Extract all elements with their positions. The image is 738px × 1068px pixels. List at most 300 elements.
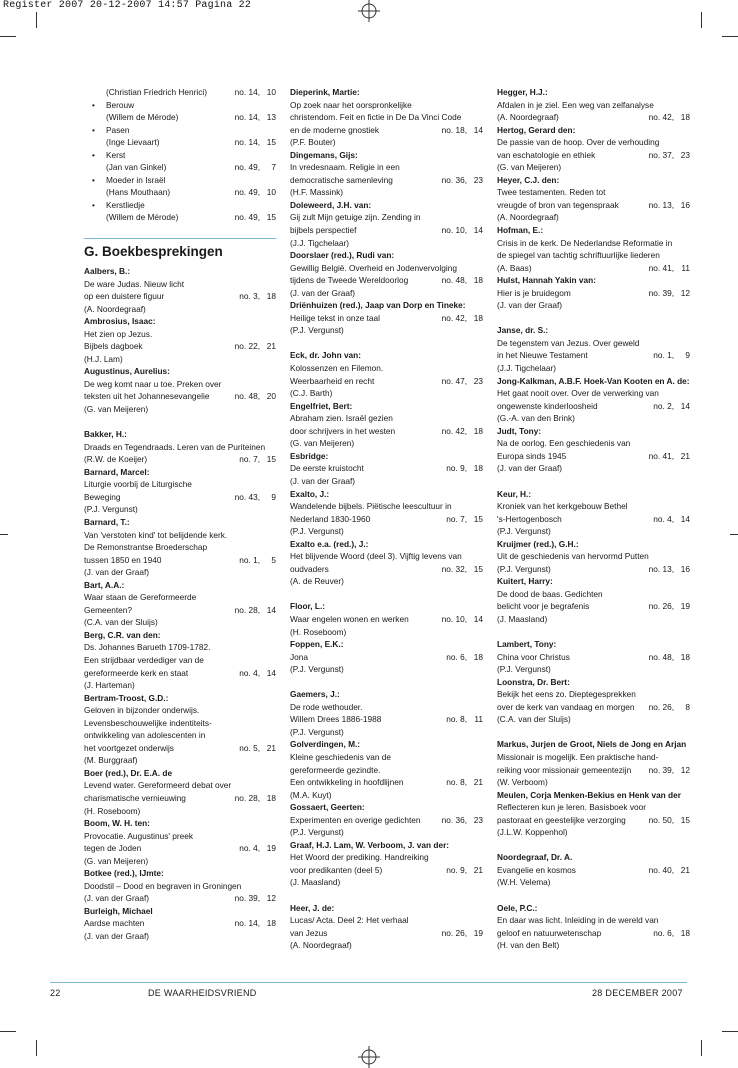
- entry-line: [84, 792, 276, 805]
- line-text: Doodstil – Dood en begraven in Groningen: [84, 880, 242, 891]
- entry-line: [290, 851, 483, 864]
- line-text: Barnard, T.:: [84, 516, 130, 527]
- issue-number: no. 6,: [446, 651, 467, 662]
- page-ref: 23: [473, 375, 483, 386]
- line-text: (J. van der Graaf): [497, 300, 563, 311]
- issue-number: no. 32,: [441, 563, 467, 574]
- entry-line: [290, 425, 483, 438]
- entry-line: [497, 186, 690, 199]
- issue-reference: [239, 742, 276, 755]
- line-text: oudvaders: [290, 563, 329, 574]
- page-ref: 15: [473, 563, 483, 574]
- entry-line: [497, 563, 690, 576]
- entry-line: [497, 914, 690, 927]
- line-text: Botkee (red.), IJmte:: [84, 868, 164, 879]
- line-text: Burleigh, Michael: [84, 905, 153, 916]
- line-text: (H. Roseboom): [84, 805, 141, 816]
- line-text: Bijbels dagboek: [84, 341, 143, 352]
- line-text: (A. Noordegraaf): [290, 940, 352, 951]
- line-text: (Willem de Mérode): [106, 112, 179, 123]
- entry-author: [497, 902, 690, 915]
- entry-line: [290, 626, 483, 639]
- line-text: (J. van der Graaf): [84, 567, 150, 578]
- entry-line: [497, 249, 690, 262]
- entry-line: [497, 349, 690, 362]
- entry-author: [290, 299, 483, 312]
- page-ref: 9: [685, 350, 690, 361]
- line-text: (Jan van Ginkel): [106, 162, 167, 173]
- entry-author: [84, 265, 276, 278]
- line-text: (G. van Meijeren): [290, 438, 355, 449]
- entry-author: [497, 638, 690, 651]
- page-ref: 15: [266, 454, 276, 465]
- line-text: Crisis in de kerk. De Nederlandse Reformatie in: [497, 237, 673, 248]
- entry-line: [497, 262, 690, 275]
- page-ref: 8: [685, 701, 690, 712]
- line-text: Augustinus, Aurelius:: [84, 366, 170, 377]
- list-item: [84, 99, 276, 112]
- issue-reference: [442, 563, 483, 576]
- issue-number: no. 9,: [446, 463, 467, 474]
- issue-reference: [239, 667, 276, 680]
- entry-line: [290, 525, 483, 538]
- issue-reference: [649, 701, 690, 714]
- line-text: Draads en Tegendraads. Leren van de Puriteinen: [84, 441, 266, 452]
- line-text: (P.J. Vergunst): [290, 664, 344, 675]
- line-text: Waar engelen wonen en werken: [290, 613, 409, 624]
- issue-number: no. 26,: [648, 601, 674, 612]
- issue-number: no. 42,: [648, 112, 674, 123]
- line-text: (H. van den Belt): [497, 940, 560, 951]
- issue-number: no. 41,: [648, 262, 674, 273]
- entry-line: [497, 651, 690, 664]
- line-text: Loonstra, Dr. Bert:: [497, 676, 570, 687]
- entry-line: [84, 892, 276, 905]
- issue-number: no. 48,: [441, 275, 467, 286]
- line-text: (J. van der Graaf): [290, 475, 356, 486]
- line-text: Boom, W. H. ten:: [84, 818, 150, 829]
- entry-author: [84, 767, 276, 780]
- line-text: belicht voor je begrafenis: [497, 601, 590, 612]
- page-ref: 11: [681, 262, 690, 273]
- entry-line: [84, 704, 276, 717]
- page-ref: 21: [266, 341, 276, 352]
- entry-line: [290, 324, 483, 337]
- line-text: in het Nieuwe Testament: [497, 350, 588, 361]
- entry-line: [290, 136, 483, 149]
- entry-line: [497, 814, 690, 827]
- issue-reference: [442, 425, 483, 438]
- line-text: Ambrosius, Isaac:: [84, 316, 156, 327]
- issue-reference: [235, 604, 276, 617]
- line-text: (W.H. Velema): [497, 877, 551, 888]
- line-text: Bekijk het eens zo. Dieptegesprekken: [497, 689, 636, 700]
- entry-author: [290, 249, 483, 262]
- line-text: Kolossenzen en Filemon.: [290, 363, 384, 374]
- line-text: De passie van de hoop. Over de verhouding: [497, 137, 660, 148]
- line-text: (C.A. van der Sluijs): [497, 714, 571, 725]
- entry-line: [290, 387, 483, 400]
- line-text: (A. Noordegraaf): [497, 212, 559, 223]
- line-text: In vredesnaam. Religie in een: [290, 162, 400, 173]
- line-text: Provocatie. Augustinus' preek: [84, 830, 194, 841]
- list-item: [84, 199, 276, 212]
- issue-number: no. 41,: [648, 450, 674, 461]
- entry-line: [497, 751, 690, 764]
- entry-line: [84, 290, 276, 303]
- line-text: Meulen, Corja Menken-Bekius en Henk van der: [497, 789, 681, 800]
- entry-line: [84, 136, 276, 149]
- line-text: (G. van Meijeren): [84, 855, 149, 866]
- page-ref: 21: [473, 864, 483, 875]
- issue-number: no. 43,: [234, 491, 260, 502]
- issue-reference: [649, 600, 690, 613]
- entry-line: [84, 340, 276, 353]
- footer-rule: [50, 982, 687, 983]
- issue-reference: [235, 86, 276, 99]
- entry-line: [497, 801, 690, 814]
- issue-number: no. 48,: [648, 651, 674, 662]
- issue-number: no. 28,: [234, 792, 260, 803]
- line-text: (A. de Reuver): [290, 576, 344, 587]
- line-text: (J. van der Graaf): [84, 893, 150, 904]
- entry-line: [84, 604, 276, 617]
- review-list-3: [497, 86, 690, 952]
- issue-reference: [235, 186, 276, 199]
- line-text: Beweging: [84, 491, 121, 502]
- issue-number: no. 37,: [648, 149, 674, 160]
- line-text: Gij zult Mijn getuige zijn. Zending in: [290, 212, 421, 223]
- entry-line: [290, 412, 483, 425]
- entry-author: [84, 629, 276, 642]
- issue-reference: [649, 262, 690, 275]
- issue-reference: [446, 864, 483, 877]
- issue-reference: [235, 491, 276, 504]
- entry-line: [497, 299, 690, 312]
- line-text: van eschatologie en ethiek: [497, 149, 596, 160]
- entry-line: [497, 337, 690, 350]
- page-ref: 18: [266, 291, 276, 302]
- entry-line: [84, 491, 276, 504]
- line-text: Pasen: [106, 124, 130, 135]
- line-text: pastoraat en geestelijke verzorging: [497, 814, 626, 825]
- line-text: Janse, dr. S.:: [497, 325, 549, 336]
- line-text: Gossaert, Geerten:: [290, 802, 365, 813]
- spacer: [497, 626, 690, 639]
- entry-line: [290, 613, 483, 626]
- line-text: door schrijvers in het westen: [290, 425, 396, 436]
- issue-reference: [235, 111, 276, 124]
- issue-number: no. 39,: [648, 287, 674, 298]
- line-text: De rode wethouder.: [290, 701, 363, 712]
- issue-number: no. 4,: [239, 667, 260, 678]
- line-text: (G. van Meijeren): [497, 162, 562, 173]
- issue-reference: [442, 613, 483, 626]
- line-text: het voortgezet onderwijs: [84, 742, 174, 753]
- line-text: (J. van der Graaf): [84, 931, 150, 941]
- line-text: (Christian Friedrich Henrici): [106, 87, 207, 97]
- entry-line: [497, 199, 690, 212]
- entry-line: [497, 688, 690, 701]
- line-text: (A. Baas): [497, 262, 532, 273]
- issue-reference: [235, 340, 276, 353]
- issue-number: no. 8,: [446, 777, 467, 788]
- line-text: christendom. Feit en fictie in De Da Vinci Code: [290, 112, 462, 123]
- page-ref: 18: [473, 651, 483, 662]
- entry-line: [290, 563, 483, 576]
- issue-number: no. 5,: [239, 742, 260, 753]
- line-text: (P.J. Vergunst): [84, 504, 138, 515]
- entry-line: [497, 600, 690, 613]
- line-text: 's-Hertogenbosch: [497, 513, 562, 524]
- line-text: Gemeenten?: [84, 604, 132, 615]
- line-text: tegen de Joden: [84, 843, 142, 854]
- entry-author: [497, 174, 690, 187]
- line-text: (Inge Lievaart): [106, 137, 160, 148]
- line-text: De ware Judas. Nieuw licht: [84, 278, 185, 289]
- spacer: [497, 839, 690, 852]
- line-text: van Jezus: [290, 927, 328, 938]
- line-text: Op zoek naar het oorspronkelijke: [290, 99, 412, 110]
- line-text: en de moderne gnostiek: [290, 124, 380, 135]
- page-ref: 14: [680, 400, 690, 411]
- entry-line: [290, 864, 483, 877]
- line-text: Heilige tekst in onze taal: [290, 312, 380, 323]
- line-text: Na de oorlog. Een geschiedenis van: [497, 438, 631, 449]
- entry-line: [290, 475, 483, 488]
- review-list-1: [84, 265, 276, 943]
- line-text: (P.J. Vergunst): [290, 526, 344, 537]
- line-text: (W. Verboom): [497, 777, 548, 788]
- page-ref: 18: [680, 112, 690, 123]
- issue-number: no. 14,: [234, 137, 260, 148]
- entry-line: [84, 654, 276, 667]
- line-text: ontwikkeling van adolescenten in: [84, 730, 206, 741]
- line-text: (J. van der Graaf): [497, 463, 563, 474]
- entry-line: [290, 312, 483, 325]
- entry-author: [497, 375, 690, 388]
- entry-line: [84, 830, 276, 843]
- issue-number: no. 48,: [234, 391, 260, 402]
- line-text: Hertog, Gerard den:: [497, 124, 576, 135]
- line-text: Oele, P.C.:: [497, 902, 538, 913]
- entry-line: [497, 500, 690, 513]
- section-heading: [84, 238, 276, 261]
- entry-line: [497, 211, 690, 224]
- poem-list: [84, 86, 276, 224]
- list-item: [84, 174, 276, 187]
- printer-slug: Register 2007 20-12-2007 14:57 Pagina 22: [3, 0, 252, 11]
- entry-line: [290, 701, 483, 714]
- issue-number: no. 26,: [441, 927, 467, 938]
- entry-line: [290, 111, 483, 124]
- entry-line: [290, 927, 483, 940]
- issue-number: no. 36,: [441, 814, 467, 825]
- entry-author: [290, 688, 483, 701]
- page-ref: 10: [266, 87, 276, 97]
- entry-author: [84, 516, 276, 529]
- issue-reference: [235, 211, 276, 224]
- entry-author: [290, 839, 483, 852]
- line-text: geloof en natuurwetenschap: [497, 927, 602, 938]
- entry-line: [290, 513, 483, 526]
- entry-line: [290, 764, 483, 777]
- issue-date: 28 DECEMBER 2007: [592, 988, 683, 998]
- entry-line: [497, 776, 690, 789]
- line-text: ongewenste kinderloosheid: [497, 400, 598, 411]
- entry-line: [84, 917, 276, 930]
- line-text: Het blijvende Woord (deel 3). Vijftig levens van: [290, 551, 462, 562]
- line-text: (M.A. Kuyt): [290, 789, 332, 800]
- line-text: Moeder in Israël: [106, 174, 166, 185]
- line-text: vreugde of bron van tegenspraak: [497, 199, 619, 210]
- entry-line: [497, 462, 690, 475]
- issue-reference: [235, 390, 276, 403]
- line-text: Dieperink, Martie:: [290, 87, 360, 97]
- line-text: Kuitert, Harry:: [497, 576, 553, 587]
- issue-number: no. 49,: [234, 162, 260, 173]
- issue-reference: [235, 917, 276, 930]
- line-text: (P.J. Vergunst): [290, 827, 344, 838]
- entry-line: [290, 362, 483, 375]
- entry-line: [290, 939, 483, 952]
- issue-reference: [446, 713, 483, 726]
- line-text: Hegger, H.J.:: [497, 87, 548, 97]
- line-text: (H.J. Lam): [84, 353, 123, 364]
- issue-number: no. 4,: [653, 513, 674, 524]
- line-text: De dood de baas. Gedichten: [497, 588, 603, 599]
- line-text: (Willem de Mérode): [106, 212, 179, 223]
- issue-number: no. 6,: [653, 927, 674, 938]
- line-text: Geloven in bijzonder onderwijs.: [84, 705, 200, 716]
- line-text: Judt, Tony:: [497, 425, 542, 436]
- line-text: (P.J. Vergunst): [497, 526, 551, 537]
- issue-reference: [239, 453, 276, 466]
- line-text: De tegenstem van Jezus. Over geweld: [497, 337, 640, 348]
- line-text: (J. van der Graaf): [290, 287, 356, 298]
- section-title: G. Boekbesprekingen: [84, 244, 223, 260]
- issue-number: no. 49,: [234, 212, 260, 223]
- page-ref: 21: [680, 450, 690, 461]
- entry-line: [84, 591, 276, 604]
- entry-author: [290, 538, 483, 551]
- line-text: (P.F. Bouter): [290, 137, 336, 148]
- page-ref: 12: [680, 764, 690, 775]
- issue-reference: [442, 927, 483, 940]
- line-text: Bakker, H.:: [84, 429, 127, 440]
- entry-line: [290, 751, 483, 764]
- line-text: Nederland 1830-1960: [290, 513, 371, 524]
- entry-author: [84, 867, 276, 880]
- line-text: Doorslaer (red.), Rudi van:: [290, 250, 395, 261]
- line-text: democratische samenleving: [290, 174, 393, 185]
- line-text: voor predikanten (deel 5): [290, 864, 383, 875]
- line-text: Golverdingen, M.:: [290, 739, 361, 750]
- entry-line: [497, 663, 690, 676]
- entry-line: [84, 111, 276, 124]
- line-text: Hier is je bruidegom: [497, 287, 571, 298]
- line-text: Lucas/ Acta. Deel 2: Het verhaal: [290, 915, 409, 926]
- entry-author: [290, 488, 483, 501]
- line-text: (H. Roseboom): [290, 626, 347, 637]
- entry-line: [497, 713, 690, 726]
- issue-reference: [653, 513, 690, 526]
- line-text: Dingemans, Gijs:: [290, 149, 358, 160]
- line-text: China voor Christus: [497, 651, 570, 662]
- issue-reference: [446, 776, 483, 789]
- entry-line: [84, 441, 276, 454]
- entry-line: [497, 149, 690, 162]
- line-text: Levensbeschouwelijke indentiteits-: [84, 717, 212, 728]
- entry-line: [290, 575, 483, 588]
- issue-reference: [649, 111, 690, 124]
- page-ref: 15: [680, 814, 690, 825]
- entry-author: [84, 428, 276, 441]
- entry-author: [84, 817, 276, 830]
- entry-author: [497, 851, 690, 864]
- issue-reference: [235, 792, 276, 805]
- entry-line: [84, 328, 276, 341]
- line-text: Liturgie voorbij de Liturgische: [84, 479, 192, 490]
- line-text: Markus, Jurjen de Groot, Niels de Jong en Arjan: [497, 739, 687, 750]
- line-text: Het gaat nooit over. Over de verwerking van: [497, 388, 659, 399]
- entry-line: [290, 726, 483, 739]
- page-ref: 19: [266, 843, 276, 854]
- issue-number: no. 50,: [648, 814, 674, 825]
- entry-line: [290, 186, 483, 199]
- entry-author: [497, 676, 690, 689]
- entry-line: [497, 826, 690, 839]
- line-text: Willem Drees 1886-1988: [290, 714, 382, 725]
- issue-reference: [653, 400, 690, 413]
- entry-line: [497, 613, 690, 626]
- entry-line: [290, 262, 483, 275]
- page-ref: 23: [473, 174, 483, 185]
- entry-line: [290, 876, 483, 889]
- entry-author: [497, 274, 690, 287]
- line-text: tijdens de Tweede Wereldoorlog: [290, 275, 409, 286]
- issue-reference: [649, 814, 690, 827]
- line-text: Kerst: [106, 149, 126, 160]
- issue-reference: [649, 450, 690, 463]
- issue-reference: [649, 149, 690, 162]
- issue-number: no. 13,: [648, 199, 674, 210]
- entry-line: [84, 453, 276, 466]
- page-ref: 14: [473, 225, 483, 236]
- entry-line: [497, 111, 690, 124]
- line-text: gereformeerde kerk en staat: [84, 667, 189, 678]
- line-text: op een duistere figuur: [84, 291, 165, 302]
- page-ref: 18: [680, 927, 690, 938]
- page-ref: 18: [473, 425, 483, 436]
- entry-line: [290, 776, 483, 789]
- page-ref: 14: [266, 667, 276, 678]
- entry-line: [497, 701, 690, 714]
- line-text: Abraham zien. Israël gezien: [290, 413, 393, 424]
- line-text: (J. Maasland): [497, 613, 548, 624]
- line-text: (A. Noordegraaf): [84, 303, 146, 314]
- entry-line: [84, 478, 276, 491]
- line-text: (Hans Mouthaan): [106, 187, 171, 198]
- registration-mark-icon: [358, 1046, 380, 1068]
- page-ref: 19: [473, 927, 483, 938]
- line-text: (P.J. Vergunst): [497, 563, 551, 574]
- entry-line: [84, 353, 276, 366]
- column-2: [290, 86, 483, 952]
- spacer: [290, 337, 483, 350]
- line-text: Jona: [290, 651, 308, 662]
- entry-line: [290, 274, 483, 287]
